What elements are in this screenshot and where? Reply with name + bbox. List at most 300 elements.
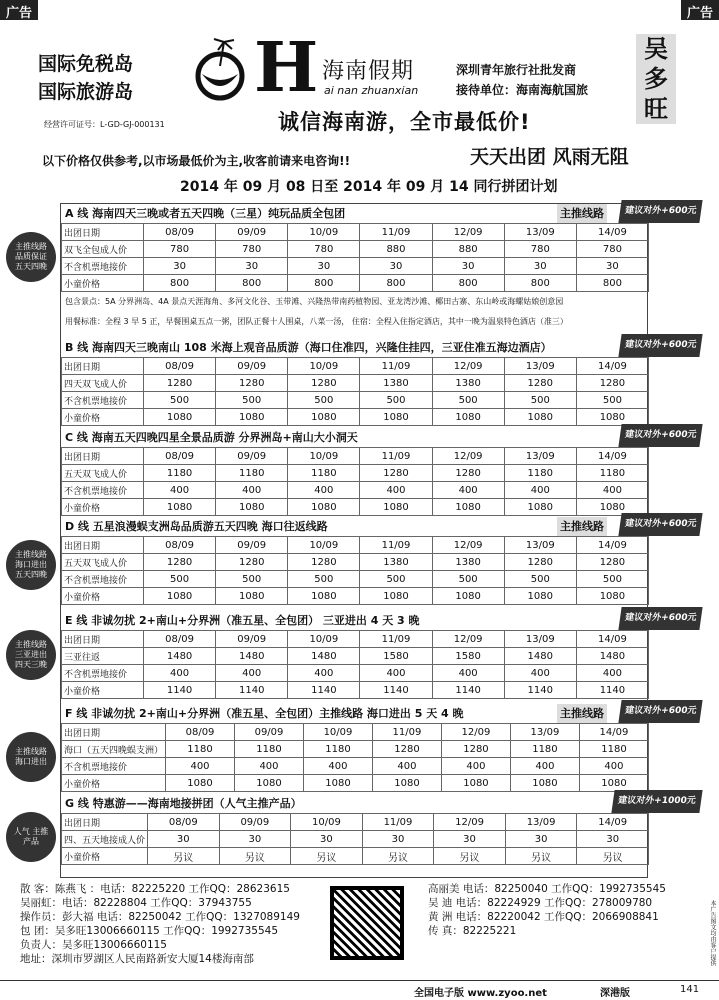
price-cell: 1080 — [360, 588, 432, 605]
footer-edition: 深港版 — [600, 988, 630, 999]
row-label: 不含机票地接价 — [62, 482, 144, 499]
row-label: 三亚往返 — [62, 648, 144, 665]
price-cell: 1480 — [576, 648, 648, 665]
contact-line: 负责人：吴多旺13006660115 — [20, 939, 167, 951]
contact-line: 传 真：82225221 — [428, 925, 517, 937]
row-label: 不含机票地接价 — [62, 758, 166, 775]
price-cell: 30 — [288, 258, 360, 275]
table-row — [62, 588, 649, 605]
price-cell: 1080 — [303, 775, 372, 792]
price-cell: 400 — [144, 482, 216, 499]
price-cell: 1080 — [216, 499, 288, 516]
price-cell: 1180 — [216, 465, 288, 482]
table-row — [62, 724, 649, 741]
price-cell: 780 — [216, 241, 288, 258]
suggest-price-badge: 建议对外+600元 — [618, 334, 703, 357]
price-cell: 1180 — [144, 465, 216, 482]
line-title-text: F 线 非诚勿扰 2+南山+分界洲（准五星、全包团）主推线路 海口进出 5 天 4 晚 — [65, 707, 464, 720]
row-label: 四、五天地接成人价 — [62, 831, 148, 848]
price-cell: 1080 — [504, 588, 576, 605]
notice: 以下价格仅供参考,以市场最低价为主,收客前请来电咨询!! — [42, 154, 351, 168]
date-cell: 14/09 — [576, 537, 648, 554]
palm-logo-icon — [188, 36, 252, 102]
price-cell: 1280 — [441, 741, 510, 758]
date-cell: 10/09 — [291, 814, 363, 831]
company — [456, 60, 588, 100]
price-cell: 1180 — [579, 741, 648, 758]
date-cell: 08/09 — [144, 358, 216, 375]
line-5 — [61, 704, 697, 792]
row-label: 不含机票地接价 — [62, 571, 144, 588]
contact-line: 吴 迪 电话：82224929 工作QQ：278009780 — [428, 897, 653, 909]
contact-line: 操作员：彭大福 电话：82250042 工作QQ：1327089149 — [20, 911, 300, 923]
side-badge: 主推线路 海口进出 五天四晚 — [6, 540, 56, 590]
price-cell: 1280 — [216, 375, 288, 392]
price-cell: 400 — [579, 758, 648, 775]
price-cell: 1480 — [288, 648, 360, 665]
vertical-note: 本广告图文均由客户提供 — [709, 900, 716, 966]
main-route-badge: 主推线路 — [557, 704, 607, 723]
price-cell: 780 — [144, 241, 216, 258]
side-badge: 人气 主推 产品 — [6, 812, 56, 862]
price-cell: 30 — [144, 258, 216, 275]
line-title — [61, 338, 697, 357]
price-cell: 1180 — [504, 465, 576, 482]
date-cell: 09/09 — [216, 224, 288, 241]
price-cell: 30 — [148, 831, 220, 848]
price-cell: 1080 — [576, 409, 648, 426]
table-row — [62, 499, 649, 516]
row-label: 小童价格 — [62, 848, 148, 865]
date-cell: 12/09 — [432, 224, 504, 241]
line-1 — [61, 338, 697, 426]
price-cell: 1080 — [576, 588, 648, 605]
table-row — [62, 831, 649, 848]
table-row — [62, 537, 649, 554]
table-row — [62, 758, 649, 775]
price-cell: 1280 — [360, 465, 432, 482]
date-cell: 14/09 — [576, 358, 648, 375]
price-cell: 1180 — [303, 741, 372, 758]
date-cell: 11/09 — [360, 224, 432, 241]
slogan-line2: 国际旅游岛 — [38, 81, 134, 103]
contacts-right — [428, 882, 666, 938]
date-cell: 10/09 — [288, 358, 360, 375]
line-title — [61, 428, 697, 447]
price-cell: 30 — [291, 831, 363, 848]
price-cell: 另议 — [434, 848, 506, 865]
price-cell: 另议 — [219, 848, 291, 865]
price-cell: 30 — [504, 258, 576, 275]
line-notes: 包含景点：5A 分界洲岛、4A 景点天涯海角、多河文化谷、玉带滩、兴隆热带南药植物园、亚龙湾沙滩、椰田古寨、东山岭或海螺姑娘创意园 — [65, 297, 564, 306]
price-cell: 400 — [360, 482, 432, 499]
price-cell: 400 — [432, 482, 504, 499]
side-badge: 主推线路 三亚进出 四天三晚 — [6, 630, 56, 680]
license: 经营许可证号：L-GD-GJ-000131 — [44, 120, 165, 129]
price-cell: 1380 — [432, 375, 504, 392]
date-cell: 11/09 — [360, 448, 432, 465]
price-cell: 另议 — [362, 848, 434, 865]
price-cell: 1140 — [288, 682, 360, 699]
price-cell: 1140 — [576, 682, 648, 699]
person-name: 吴多旺 — [636, 34, 676, 124]
date-cell: 13/09 — [504, 631, 576, 648]
side-badge: 主推线路 海口进出 — [6, 732, 56, 782]
price-cell: 800 — [288, 275, 360, 292]
suggest-price-badge: 建议对外+600元 — [618, 424, 703, 447]
line-title-text: D 线 五星浪漫蜈支洲岛品质游五天四晚 海口往返线路 — [65, 520, 328, 533]
row-label: 出团日期 — [62, 537, 144, 554]
price-cell: 1180 — [576, 465, 648, 482]
price-cell: 另议 — [148, 848, 220, 865]
table-row — [62, 741, 649, 758]
price-cell: 1280 — [288, 554, 360, 571]
row-label: 小童价格 — [62, 588, 144, 605]
price-cell: 1280 — [432, 465, 504, 482]
row-label: 小童价格 — [62, 682, 144, 699]
date-cell: 09/09 — [216, 537, 288, 554]
price-cell: 800 — [576, 275, 648, 292]
date-cell: 10/09 — [288, 448, 360, 465]
price-cell: 400 — [144, 665, 216, 682]
price-cell: 1280 — [576, 554, 648, 571]
line-title — [61, 794, 697, 813]
price-cell: 800 — [216, 275, 288, 292]
brand: 海南假期 — [322, 59, 415, 84]
price-cell: 1080 — [504, 409, 576, 426]
line-6 — [61, 794, 697, 865]
price-cell: 1080 — [510, 775, 579, 792]
price-table — [61, 536, 649, 605]
price-cell: 500 — [144, 571, 216, 588]
price-cell: 30 — [219, 831, 291, 848]
price-cell: 400 — [510, 758, 579, 775]
price-cell: 780 — [288, 241, 360, 258]
row-label: 出团日期 — [62, 358, 144, 375]
row-label: 海口（五天四晚蜈支洲） — [62, 741, 166, 758]
price-cell: 1380 — [360, 375, 432, 392]
line-title — [61, 517, 697, 536]
price-cell: 1580 — [360, 648, 432, 665]
slogan — [38, 50, 133, 106]
price-table — [61, 723, 649, 792]
price-cell: 500 — [360, 392, 432, 409]
price-table — [61, 223, 649, 292]
price-cell: 1080 — [288, 409, 360, 426]
date-cell: 10/09 — [288, 631, 360, 648]
price-cell: 另议 — [291, 848, 363, 865]
table-row — [62, 375, 649, 392]
contact-line: 黄 洲 电话：82220042 工作QQ：2066908841 — [428, 911, 659, 923]
price-cell: 1280 — [144, 375, 216, 392]
price-cell: 500 — [216, 571, 288, 588]
suggest-price-badge: 建议对外+600元 — [618, 607, 703, 630]
date-cell: 12/09 — [432, 631, 504, 648]
date-cell: 13/09 — [504, 537, 576, 554]
price-cell: 400 — [360, 665, 432, 682]
date-cell: 14/09 — [576, 224, 648, 241]
table-row — [62, 409, 649, 426]
line-title-text: B 线 海南四天三晚南山 108 米海上观音品质游（海口住准四，兴隆住挂四，三亚住准五海边酒店） — [65, 341, 552, 354]
date-cell: 14/09 — [577, 814, 649, 831]
date-cell: 09/09 — [216, 448, 288, 465]
row-label: 小童价格 — [62, 499, 144, 516]
logo-letter: H — [254, 28, 319, 108]
date-cell: 13/09 — [504, 358, 576, 375]
main-route-badge: 主推线路 — [557, 204, 607, 223]
price-cell: 1080 — [216, 409, 288, 426]
price-cell: 1080 — [504, 499, 576, 516]
date-cell: 13/09 — [504, 224, 576, 241]
row-label: 小童价格 — [62, 775, 166, 792]
price-cell: 1140 — [360, 682, 432, 699]
contact-line: 散 客：陈燕飞 ：电话：82225220 工作QQ：28623615 — [20, 883, 290, 895]
price-cell: 500 — [504, 571, 576, 588]
price-cell: 1080 — [216, 588, 288, 605]
contact-line: 地址：深圳市罗湖区人民南路新安大厦14楼海南部 — [20, 953, 254, 965]
price-cell: 1080 — [144, 499, 216, 516]
table-row — [62, 358, 649, 375]
price-cell: 780 — [576, 241, 648, 258]
date-cell: 14/09 — [576, 631, 648, 648]
price-cell: 400 — [235, 758, 304, 775]
date-cell: 08/09 — [144, 537, 216, 554]
table-row — [62, 554, 649, 571]
table-row — [62, 648, 649, 665]
company-line1: 深圳青年旅行社批发商 — [456, 63, 577, 77]
suggest-price-badge: 建议对外+1000元 — [612, 790, 703, 813]
price-cell: 1080 — [579, 775, 648, 792]
price-cell: 1280 — [144, 554, 216, 571]
contacts — [20, 882, 710, 968]
price-cell: 880 — [432, 241, 504, 258]
date-cell: 08/09 — [144, 224, 216, 241]
date-cell: 12/09 — [432, 448, 504, 465]
suggest-price-badge: 建议对外+600元 — [618, 700, 703, 723]
price-cell: 500 — [288, 392, 360, 409]
suggest-price-badge: 建议对外+600元 — [618, 200, 703, 223]
row-label: 出团日期 — [62, 224, 144, 241]
price-cell: 400 — [576, 665, 648, 682]
table-row — [62, 682, 649, 699]
price-cell: 1480 — [504, 648, 576, 665]
price-table — [61, 813, 649, 865]
price-cell: 1080 — [432, 499, 504, 516]
price-cell: 1080 — [441, 775, 510, 792]
price-cell: 1280 — [504, 375, 576, 392]
price-cell: 1580 — [432, 648, 504, 665]
price-cell: 1080 — [360, 499, 432, 516]
price-cell: 1080 — [144, 409, 216, 426]
price-cell: 1140 — [432, 682, 504, 699]
price-cell: 1280 — [504, 554, 576, 571]
price-cell: 400 — [576, 482, 648, 499]
date-cell: 08/09 — [144, 631, 216, 648]
period: 2014 年 09 月 08 日至 2014 年 09 月 14 同行拼团计划 — [180, 179, 558, 195]
price-cell: 400 — [216, 665, 288, 682]
price-cell: 1480 — [216, 648, 288, 665]
main-route-badge: 主推线路 — [557, 517, 607, 536]
price-cell: 1280 — [576, 375, 648, 392]
date-cell: 12/09 — [434, 814, 506, 831]
price-cell: 400 — [441, 758, 510, 775]
price-cell: 1480 — [144, 648, 216, 665]
date-cell: 12/09 — [432, 537, 504, 554]
price-cell: 1080 — [144, 588, 216, 605]
price-cell: 1080 — [432, 588, 504, 605]
price-cell: 1280 — [216, 554, 288, 571]
line-title-text: A 线 海南四天三晚或者五天四晚（三星）纯玩品质全包团 — [65, 207, 346, 220]
qr-code-icon — [330, 886, 404, 960]
date-cell: 14/09 — [576, 448, 648, 465]
date-cell: 09/09 — [219, 814, 291, 831]
table-row — [62, 665, 649, 682]
line-title — [61, 611, 697, 630]
date-cell: 11/09 — [360, 537, 432, 554]
price-cell: 1140 — [504, 682, 576, 699]
date-cell: 13/09 — [505, 814, 577, 831]
row-label: 出团日期 — [62, 724, 166, 741]
contact-line: 高丽美 电话：82250040 工作QQ：1992735545 — [428, 883, 666, 895]
row-label: 出团日期 — [62, 631, 144, 648]
price-cell: 1280 — [288, 375, 360, 392]
date-cell: 11/09 — [372, 724, 441, 741]
date-cell: 12/09 — [441, 724, 510, 741]
line-title-text: C 线 海南五天四晚四星全景品质游 分界洲岛+南山大小洞天 — [65, 431, 358, 444]
price-cell: 500 — [360, 571, 432, 588]
contact-line: 包 团：吴多旺13006660115 工作QQ：1992735545 — [20, 925, 278, 937]
price-cell: 1080 — [432, 409, 504, 426]
price-cell: 30 — [577, 831, 649, 848]
table-row — [62, 571, 649, 588]
price-cell: 400 — [288, 665, 360, 682]
ad-tag-left: 广告 — [0, 0, 38, 20]
header — [30, 30, 690, 142]
price-cell: 800 — [504, 275, 576, 292]
table-row — [62, 275, 649, 292]
price-cell: 500 — [432, 571, 504, 588]
line-title-text: E 线 非诚勿扰 2+南山+分界洲（准五星、全包团） 三亚进出 4 天 3 晚 — [65, 614, 420, 627]
date-cell: 08/09 — [144, 448, 216, 465]
price-cell: 1380 — [432, 554, 504, 571]
price-cell: 1080 — [288, 499, 360, 516]
price-cell: 400 — [166, 758, 235, 775]
daily-departure: 天天出团 风雨无阻 — [470, 146, 629, 168]
footer — [0, 980, 719, 1000]
table-row — [62, 848, 649, 865]
row-label: 五天双飞成人价 — [62, 554, 144, 571]
price-table — [61, 630, 649, 699]
price-cell: 1080 — [360, 409, 432, 426]
cheapest-slogan: 诚信海南游，全市最低价! — [278, 110, 531, 134]
date-cell: 13/09 — [504, 448, 576, 465]
side-badge: 主推线路 品质保证 五天四晚 — [6, 232, 56, 282]
price-cell: 1380 — [360, 554, 432, 571]
price-cell: 1180 — [510, 741, 579, 758]
line-2 — [61, 428, 697, 516]
line-title-text: G 线 特惠游——海南地接拼团（人气主推产品） — [65, 797, 302, 810]
date-cell: 11/09 — [360, 631, 432, 648]
price-cell: 400 — [216, 482, 288, 499]
date-cell: 12/09 — [432, 358, 504, 375]
price-cell: 400 — [504, 665, 576, 682]
price-cell: 30 — [216, 258, 288, 275]
price-table — [61, 357, 649, 426]
date-cell: 11/09 — [362, 814, 434, 831]
price-cell: 1140 — [144, 682, 216, 699]
date-cell: 11/09 — [360, 358, 432, 375]
price-cell: 1140 — [216, 682, 288, 699]
row-label: 出团日期 — [62, 814, 148, 831]
table-row — [62, 775, 649, 792]
price-cell: 1080 — [372, 775, 441, 792]
table-row — [62, 482, 649, 499]
price-cell: 500 — [576, 571, 648, 588]
table-row — [62, 448, 649, 465]
date-cell: 10/09 — [303, 724, 372, 741]
line-notes: 用餐标准：全程 3 早 5 正，早餐围桌五点一粥，团队正餐十人围桌，八菜一汤， 住宿：全程入住指定酒店，其中一晚为温泉特色酒店（准三） — [65, 317, 568, 326]
price-cell: 30 — [576, 258, 648, 275]
price-cell: 30 — [360, 258, 432, 275]
row-label: 出团日期 — [62, 448, 144, 465]
price-table — [61, 447, 649, 516]
table-row — [62, 224, 649, 241]
table-row — [62, 631, 649, 648]
date-cell: 13/09 — [510, 724, 579, 741]
price-cell: 400 — [303, 758, 372, 775]
price-cell: 另议 — [577, 848, 649, 865]
date-cell: 10/09 — [288, 537, 360, 554]
line-title — [61, 704, 697, 723]
row-label: 不含机票地接价 — [62, 258, 144, 275]
price-cell: 780 — [504, 241, 576, 258]
contact-line: 吴丽虹：电话：82228804 工作QQ：37943755 — [20, 897, 252, 909]
line-4 — [61, 611, 697, 699]
price-cell: 800 — [432, 275, 504, 292]
line-title — [61, 204, 697, 223]
price-cell: 800 — [144, 275, 216, 292]
row-label: 不含机票地接价 — [62, 665, 144, 682]
price-cell: 1080 — [576, 499, 648, 516]
price-cell: 880 — [360, 241, 432, 258]
tour-schedule — [60, 203, 697, 878]
price-cell: 500 — [504, 392, 576, 409]
price-cell: 1080 — [166, 775, 235, 792]
ad-tag-right: 广告 — [681, 0, 719, 20]
company-line2: 接待单位：海南海航国旅 — [456, 83, 589, 97]
price-cell: 1180 — [166, 741, 235, 758]
price-cell: 500 — [144, 392, 216, 409]
table-row — [62, 465, 649, 482]
row-label: 双飞全包成人价 — [62, 241, 144, 258]
date-cell: 09/09 — [235, 724, 304, 741]
row-label: 不含机票地接价 — [62, 392, 144, 409]
row-label: 小童价格 — [62, 409, 144, 426]
price-cell: 500 — [288, 571, 360, 588]
table-row — [62, 392, 649, 409]
date-cell: 09/09 — [216, 358, 288, 375]
slogan-line1: 国际免税岛 — [38, 53, 134, 75]
price-cell: 500 — [216, 392, 288, 409]
footer-page: 141 — [680, 984, 700, 995]
price-cell: 1080 — [288, 588, 360, 605]
table-row — [62, 814, 649, 831]
row-label: 小童价格 — [62, 275, 144, 292]
price-cell: 1180 — [235, 741, 304, 758]
price-cell: 30 — [434, 831, 506, 848]
table-row — [62, 258, 649, 275]
date-cell: 09/09 — [216, 631, 288, 648]
